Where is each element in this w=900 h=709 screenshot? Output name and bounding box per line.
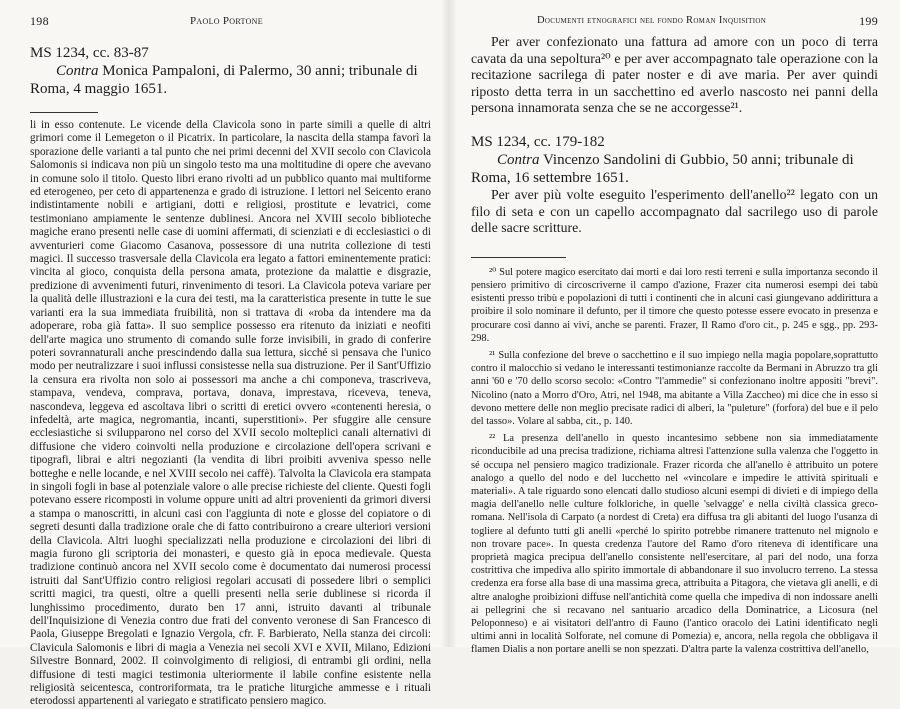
- case-entry: [30, 62, 431, 98]
- page-number: 198: [30, 14, 49, 28]
- case-entry: [471, 151, 878, 187]
- manuscript-reference: MS 1234, cc. 179-182: [471, 133, 605, 150]
- accusation-paragraph: Per aver confezionato una fattura ad amore con un poco di terra cavata da una sepoltura²⁰ e per aver accompagnato tale operazione con la recitazione sacrilega di pater noster e di ave maria. Per aver quindi riposto detta terra in un sacchettino ed averlo nascosto nei panni della persona innamorata senza che se ne accorgesse²¹.: [471, 34, 878, 116]
- case-details: Vincenzo Sandolini di Gubbio, 50 anni; tribunale di Roma, 16 settembre 1651.: [471, 151, 854, 186]
- page-number: 199: [859, 14, 878, 28]
- accusation-paragraph: Per aver più volte eseguito l'esperimento dell'anello²² legato con un filo di seta e con un capello accompagnato dal sacrilego uso di parole delle sacre scritture.: [471, 186, 878, 236]
- case-prefix: Contra: [56, 63, 99, 79]
- case-prefix: Contra: [497, 151, 540, 168]
- footnote: ²¹ Sulla confezione del breve o sacchettino e il suo impiego nella magia popolare,soprattutto contro il malocchio si vedano le interessanti testimonianze raccolte da Bermani in Abruzzo tra gli anni '60 e '70 dello scorso secolo: «Contro "l'ammedie" si confezionano inoltre appositi "brevi". Nicolino (nato a Morro d'Oro, Atri, nel 1948, ma abitante a Villa Zaccheo) mi dice che in esso si devono mettere delle non meglio precisate radici di alberi, la "puleture" (forfora) del bue e il pelo del tasso». Volare al sabba, cit., p. 140.: [471, 349, 878, 427]
- running-head: [471, 14, 878, 34]
- case-details: Monica Pampaloni, di Palermo, 30 anni; tribunale di Roma, 4 maggio 1651.: [30, 63, 418, 97]
- footnote: ²² La presenza dell'anello in questo incantesimo sebbene non sia immediatamente riconducibile ad una precisa tradizione, richiama altresì l'attenzione sulla valenza che l'oggetto in sé occupa nel pensiero magico tradizionale. Frazer ricorda che all'anello è attribuito un potere analogo a quello del nodo e del lucchetto nel «vincolare e impedire le attività spirituali e materiali». A tale riguardo sono elencati dallo studioso alcuni esempi di divieti e di impiego della magia dell'anello nelle culture folkloriche, in quelle 'selvagge' e nella civiltà classica greco-romana. Nell'isola di Carpato (a nordest di Creta) era diffusa tra gli abitanti del luogo l'usanza di togliere al defunto tutti gli anelli «perché lo spirito potrebbe rimanere trattenuto nel mignolo e non trovare pace». In questa credenza l'autore del Ramo d'oro riteneva di identificare una proprietà magica precipua dell'anello consistente nell'esercitare, al pari del nodo, una forza costrittiva che impediva allo spirito immortale di abbandonare il suo involucro terreno. La stessa credenza era forse alla base di una massima greca, attribuita a Pitagora, che vietava gli anelli, e di altre analoghe proibizioni diffuse nell'antichità come quella che impediva di non indossare anelli ai pellegrini che si recavano nel santuario arcadico della Dominatrice, a Licosura (nel Peloponneso) e ai visitatori dell'antro di Fauno (l'antico oracolo dei Latini identificato negli ultimi anni in località Solforate, nel comune di Pomezia) e, ancora, nella regola che obbligava il flamen Dialis a non portare anelli se non spezzati. D'altra parte la valenza costrittiva dell'anello,: [471, 433, 878, 656]
- running-head: [30, 14, 431, 34]
- footnote: ²⁰ Sul potere magico esercitato dai morti e dai loro resti terreni e sulla importanza secondo il pensiero primitivo di circoscriverne il campo d'azione, Frazer cita numerosi esempi dei tabù esistenti presso tribù e popolazioni di tutti i continenti che in alcuni casi giungevano addirittura a proibire il solo nominare il defunto, per il timore che questo potesse essere evocato in presenza e procurare così danno ai vivi, anche se parenti. Frazer, Il Ramo d'oro cit., p. 245 e sgg., pp. 293-298.: [471, 266, 878, 344]
- left-page: [0, 0, 449, 708]
- footnote-rule: [30, 112, 98, 113]
- page-shadow: [441, 0, 449, 647]
- right-page: [449, 0, 900, 656]
- manuscript-reference: MS 1234, cc. 83-87: [30, 45, 149, 61]
- page-shadow: [449, 0, 457, 647]
- running-title: Documenti etnografici nel fondo Roman Inquisition: [537, 15, 767, 26]
- footnote-continuation: li in esso contenute. Le vicende della Clavicola sono in parte simili a quelle di altri grimori come il Lemegeton o il Picatrix. In particolare, la nascita della stampa favorì la sporazione delle varianti a tal punto che nei primi decenni del XVII secolo con Clavicola Salomonis si indicava non più un singolo testo ma una moltitudine di opere che avevano in comune solo il titolo. Questo libri erano rivolti ad un pubblico quanto mai multiforme ed eterogeneo, per ceto di appartenenza e grado di istruzione. I lettori nel Seicento erano indistintamente nobili e artigiani, dotti e religiosi, prostitute e levatrici, come testimoniano ampiamente le sentenze dublinesi. Ancora nel XVIII secolo biblioteche magiche erano presenti nelle case di uomini affermati, di scienziati e di ecclesiastici o di avventurieri come Giacomo Casanova, possessore di una nutrita collezione di testi magici. Il successo trasversale della Clavicola era legato a fattori eminentemente pratici: vincita al gioco, conquista della persona amata, protezione da malattie e disgrazie, predizione di avvenimenti futuri, rinvenimento di tesori. La Clavicola poteva variare per la qualità delle illustrazioni e la cura dei testi, ma la caratteristica presente in tutte le sue varianti era la sua immediata fruibilità, non si trattava di «roba da intendere ma da adoperare, roba già fatta». Il suo semplice possesso era ritenuto da iniziati e neofiti dell'arte magica uno strumento di comando sulle forze invisibili, in grado di conferire poteri sovrannaturali anche prescindendo dalla sua lettura, sicché si pensava che l'unico modo per neutralizzare i suoi influssi consistesse nella sua distruzione. Per il Sant'Uffizio la censura era rivolta non solo ai possessori ma anche a chi componeva, trascriveva, stampava, vendeva, comprava, portava, donava, imprestava, riceveva, teneva, nascondeva, leggeva ed ascoltava libri o scritti di eretici ovvero «contenenti heresia, o infedeltà, arte magica, negromantia, incanti, superstitioni». Per sfuggire alle censure ecclesiastiche si svilupparono nel corso del XVII secolo molteplici canali alternativi di diffusione che videro coinvolti nella produzione e circolazione dell'opera scrivani e tipografi, librai e altri negozianti (la vendita di libri proibiti avveniva spesso nelle botteghe e nelle locande, e nel XVIII secolo nei caffè). Talvolta la Clavicola era stampata in singoli fogli in base al potenziale valore o alle precise richieste del cliente. Questi fogli potevano essere ricomposti in volume oppure uniti ad altri provenienti da grimori diversi a stampa o manoscritti, in alcuni casi con l'aggiunta di note e glosse del copiatore o di segreti desunti dalla tradizione orale che di fatto contribuirono a creare ulteriori versioni della Clavicola. Altri luoghi specializzati nella produzione e circolazioni dei libri di magia furono gli scriptoria dei monasteri, e questo già in epoca medievale. Questa tradizione continuò ancora nel XVII secolo come è documentato dai numerosi processi istruiti dal Sant'Uffizio contro religiosi regolari accusati di possedere libri o semplici scritti magici, tra questi, oltre a quelli presenti nella serie dublinese si ricorda il lunghissimo procedimento, durato ben 17 anni, istruito davanti al tribunale dell'Inquisizione di Venezia contro due frati del convento veronese di San Francesco di Paola, Giuseppe Bregolati e Ignazio Vergola, cfr. F. Barbierato, Nella stanza dei circoli: Clavicula Salomonis e libri di magia a Venezia nei secoli XVI e XVII, Milano, Edizioni Silvestre Bonnard, 2002. Il coinvolgimento di religiosi, di entrambi gli ordini, nella diffusione di testi magici testimonia ulteriormente il labile confine esistente nella religiosità seicentesca, controriformata, tra le pratiche liturgiche ammesse e i rituali eterodossi appartenenti al variegato e stratificato pensiero magico.: [30, 119, 431, 708]
- footnote-rule: [471, 257, 566, 258]
- running-title: Paolo Portone: [190, 15, 263, 27]
